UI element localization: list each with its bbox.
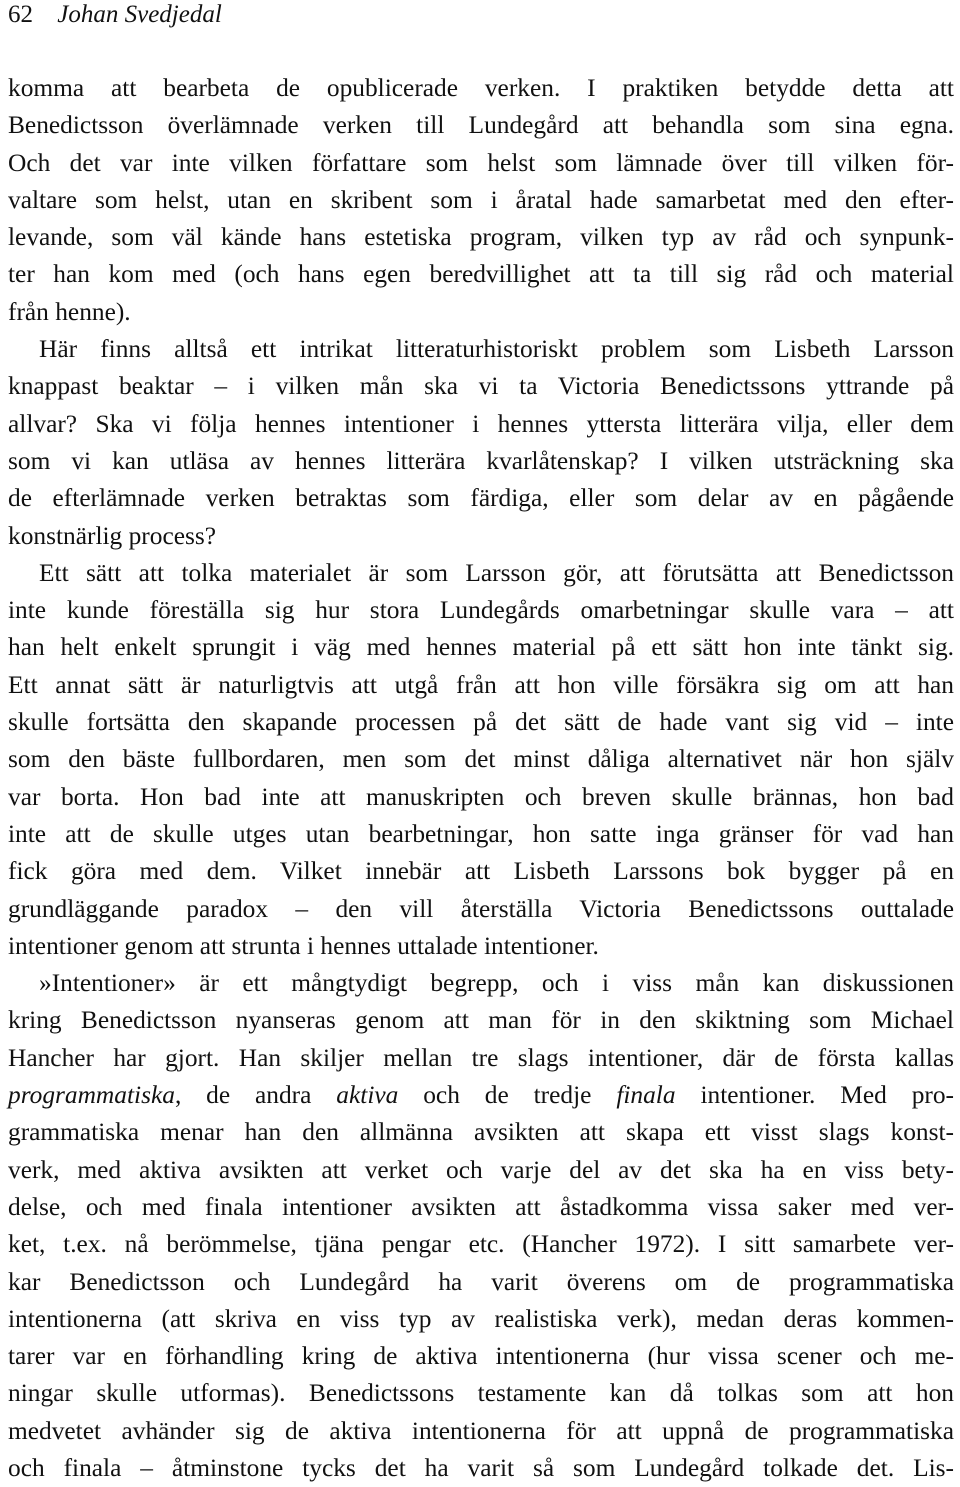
italic-term: programmatiska <box>8 1081 175 1110</box>
text-run: och de tredje <box>398 1081 617 1110</box>
body-text <box>8 70 954 1487</box>
text-line: var borta. Hon bad inte att manuskripten och breven skulle brännas, hon bad <box>8 782 954 811</box>
paragraph <box>8 965 954 1487</box>
text-line: medvetet avhänder sig de aktiva intentionerna för att uppnå de programmatiska <box>8 1416 954 1445</box>
text-line: verk, med aktiva avsikten att verket och varje del av det ska ha en viss bety- <box>8 1155 954 1184</box>
text-line: från henne). <box>8 297 131 326</box>
text-line: Ett sätt att tolka materialet är som Larsson gör, att förutsätta att Benedictsson <box>39 558 954 587</box>
text-line: knappast beaktar – i vilken mån ska vi ta Victoria Benedictssons yttrande på <box>8 372 954 401</box>
text-line: grundläggande paradox – den vill återställa Victoria Benedictssons outtalade <box>8 894 954 923</box>
text-line: »Intentioner» är ett mångtydigt begrepp, och i viss mån kan diskussionen <box>39 969 954 998</box>
text-line: Benedictsson överlämnade verken till Lundegård att behandla som sina egna. <box>8 111 954 140</box>
text-line: ter han kom med (och hans egen beredvillighet att ta till sig råd och material <box>8 260 954 289</box>
text-line: Hancher har gjort. Han skiljer mellan tre slags intentioner, där de första kallas <box>8 1043 954 1072</box>
text-line: de efterlämnade verken betraktas som färdiga, eller som delar av en pågående <box>8 484 954 513</box>
text-line: Ett annat sätt är naturligtvis att utgå från att hon ville försäkra sig om att han <box>8 670 954 699</box>
text-line: som den bäste fullbordaren, men som det minst dåliga alternativet när hon själv <box>8 745 954 774</box>
text-line: intentionerna (att skriva en viss typ av realistiska verk), medan deras kommen- <box>8 1304 954 1333</box>
text-line: inte kunde föreställa sig hur stora Lundegårds omarbetningar skulle vara – att <box>8 596 954 625</box>
text-line: Här finns alltså ett intrikat litteraturhistoriskt problem som Lisbeth Larsson <box>39 335 954 364</box>
text-line: Och det var inte vilken författare som helst som lämnade över till vilken för- <box>8 148 954 177</box>
text-line: valtare som helst, utan en skribent som i åratal hade samarbetat med den efter- <box>8 185 954 214</box>
paragraph <box>8 331 954 555</box>
text-line: grammatiska menar han den allmänna avsikten att skapa ett visst slags konst- <box>8 1118 954 1147</box>
text-line: ningar skulle utformas). Benedictssons testamente kan då tolkas som att hon <box>8 1379 954 1408</box>
text-line: kring Benedictsson nyanseras genom att man för in den skiktning som Michael <box>8 1006 954 1035</box>
text-line: och finala – åtminstone tycks det ha varit så som Lundegård tolkade det. Lis- <box>8 1453 954 1482</box>
text-run: , de andra <box>174 1081 337 1110</box>
text-line <box>8 1077 954 1114</box>
page-number: 62 <box>8 1 33 28</box>
text-line: komma att bearbeta de opublicerade verken. I praktiken betydde detta att <box>8 74 954 102</box>
text-line: tarer var en förhandling kring de aktiva intentionerna (hur vissa scener och me- <box>8 1342 954 1371</box>
text-line: allvar? Ska vi följa hennes intentioner i hennes yttersta litterära vilja, eller dem <box>8 409 954 438</box>
text-line: levande, som väl kände hans estetiska program, vilken typ av råd och synpunk- <box>8 223 954 252</box>
document-page <box>8 0 954 1487</box>
paragraph <box>8 70 954 331</box>
paragraph <box>8 555 954 965</box>
text-line: ket, t.ex. nå berömmelse, tjäna pengar etc. (Hancher 1972). I sitt samarbete ver- <box>8 1230 954 1259</box>
text-line: inte att de skulle utges utan bearbetningar, hon satte inga gränser för vad han <box>8 819 954 848</box>
text-line: fick göra med dem. Vilket innebär att Lisbeth Larssons bok bygger på en <box>8 857 954 886</box>
text-line: delse, och med finala intentioner avsikten att åstadkomma vissa saker med ver- <box>8 1192 954 1221</box>
running-header <box>8 0 954 37</box>
text-line: han helt enkelt sprungit i väg med hennes material på ett sätt hon inte tänkt sig. <box>8 633 954 662</box>
text-line: skulle fortsätta den skapande processen på det sätt de hade vant sig vid – inte <box>8 708 954 737</box>
running-head-author: Johan Svedjedal <box>57 1 222 28</box>
italic-term: aktiva <box>336 1081 399 1110</box>
text-line: kar Benedictsson och Lundegård ha varit överens om de programmatiska <box>8 1267 954 1296</box>
text-run: intentioner. Med pro- <box>675 1081 954 1110</box>
text-line: intentioner genom att strunta i hennes uttalade intentioner. <box>8 931 599 960</box>
italic-term: finala <box>616 1081 676 1110</box>
text-line: konstnärlig process? <box>8 521 217 550</box>
text-line: som vi kan utläsa av hennes litterära kvarlåtenskap? I vilken utsträckning ska <box>8 446 954 475</box>
